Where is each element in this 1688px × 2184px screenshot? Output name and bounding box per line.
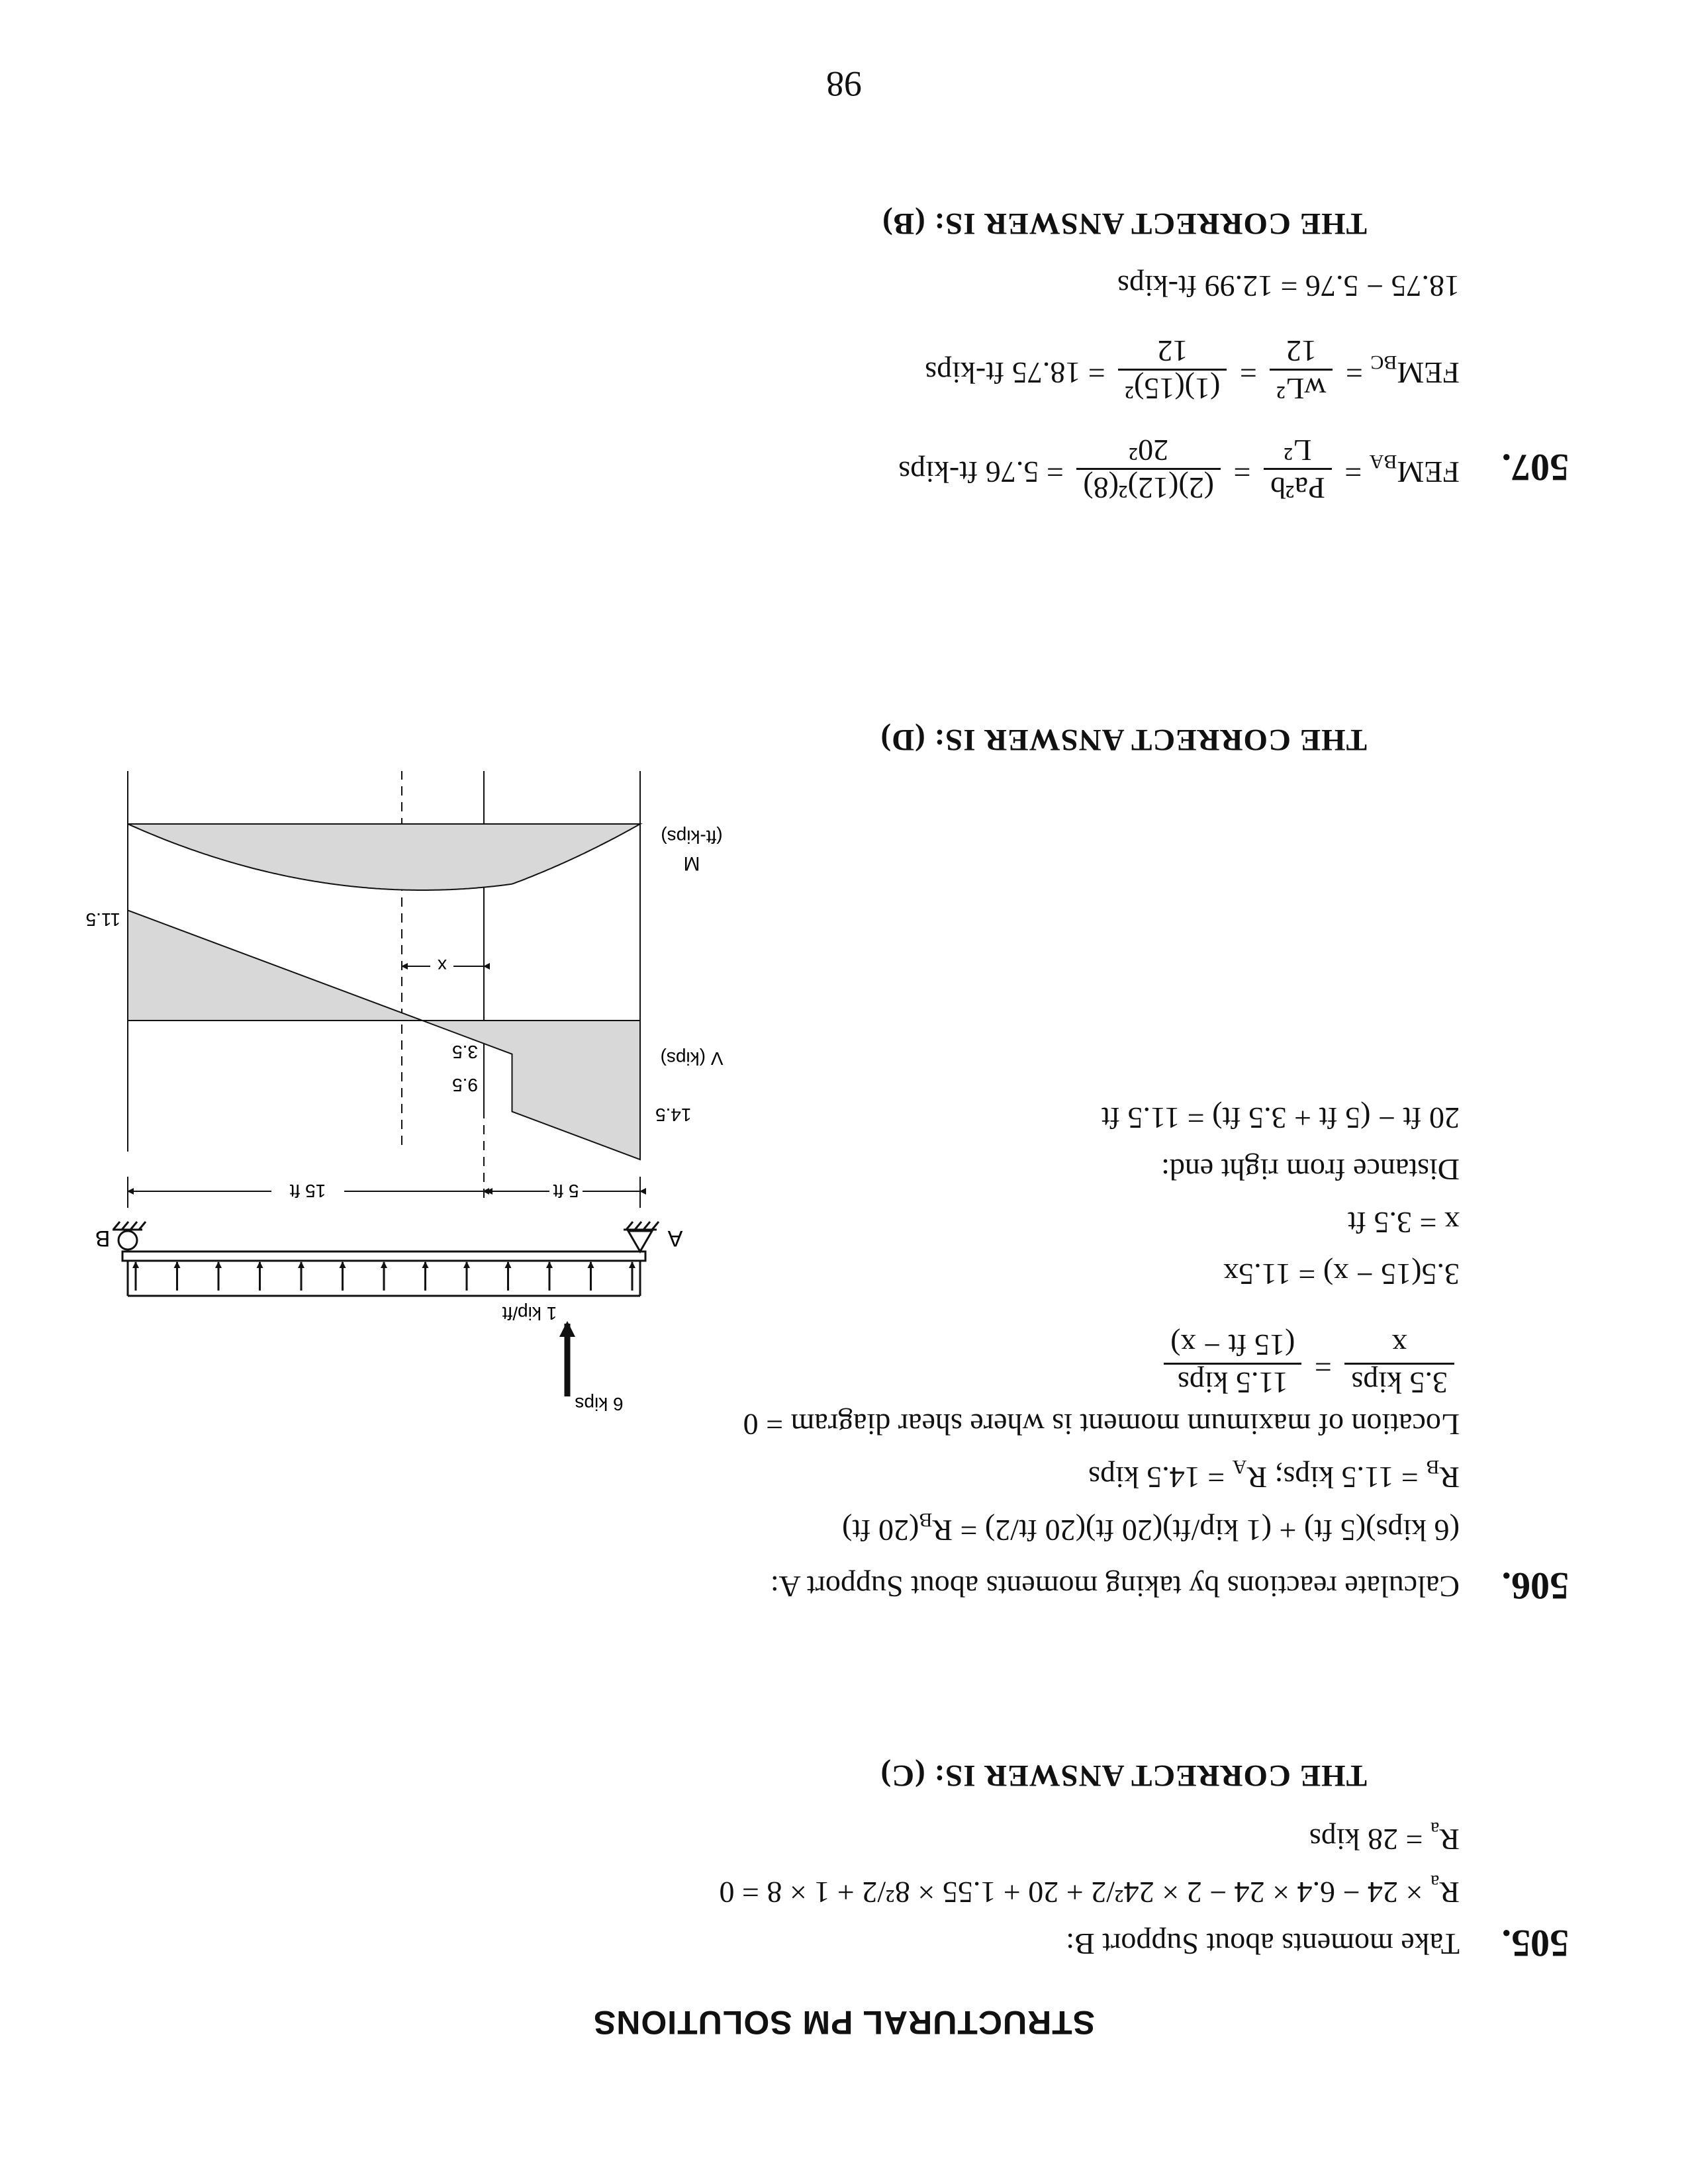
problem-506-distance-label: Distance from right end:	[1161, 1153, 1460, 1187]
problem-506-intro: Calculate reactions by taking moments about Support A:	[770, 1570, 1460, 1604]
shear-value-9-5: 9.5	[452, 1075, 478, 1095]
problem-506-moment-equation: (6 kips)(5 ft) + (1 kip/ft)(20 ft)(20 $ft/2) = R_B(20$ ft)	[842, 1508, 1460, 1547]
problem-505-number: 505.	[1501, 1922, 1569, 1965]
problem-507-difference: 18.75 − 5.76 = 12.99 ft-kips	[1117, 269, 1460, 303]
shear-value-3-5: 3.5	[452, 1042, 478, 1062]
moment-area	[128, 824, 640, 890]
problem-506-answer: THE CORRECT ANSWER IS: (D)	[880, 723, 1367, 757]
x-dimension-label: x	[438, 956, 447, 976]
shear-diagram	[128, 910, 640, 1160]
shear-value-14-5: 14.5	[655, 1105, 692, 1125]
shear-label: V (kips)	[660, 1048, 724, 1069]
problem-507-number: 507.	[1501, 446, 1569, 489]
point-load-label: 6 kips	[575, 1394, 624, 1414]
dimension-15ft: 15 ft	[289, 1181, 326, 1201]
beam	[122, 1251, 645, 1261]
moment-diagram	[128, 824, 640, 890]
problem-507-fem-ba: $FEM_{BA}$ = Pa²b L² = (2)(12)²(8) 20² = 5.76 ft-kips	[898, 433, 1460, 505]
problem-506-equation-3: 3.5(15 − x) = 11.5x	[1223, 1257, 1460, 1291]
dimension-5ft: 5 ft	[553, 1181, 579, 1201]
support-b-label: B	[95, 1226, 111, 1251]
support-b-roller	[113, 1222, 146, 1250]
support-a-pin	[624, 1222, 659, 1251]
shear-value-11-5: 11.5	[85, 909, 120, 930]
beam-diagrams	[33, 761, 748, 1423]
problem-506-location-text: Location of maximum moment is where shear diagram = 0	[743, 1408, 1460, 1441]
problem-505-answer: THE CORRECT ANSWER IS: (C)	[880, 1758, 1367, 1793]
problem-505-intro: Take moments about Support B:	[1066, 1927, 1460, 1961]
distributed-load-arrows	[136, 1262, 632, 1291]
page-header: STRUCTURAL PM SOLUTIONS	[592, 2004, 1096, 2041]
shear-area	[128, 910, 640, 1160]
problem-507-fem-bc: $FEM_{BC}$ = wL² 12 = (1)(15)² 12 = 18.75 ft-kips	[925, 334, 1460, 406]
moment-unit: (ft-kips)	[661, 827, 723, 847]
distributed-load-label: 1 kip/ft	[502, 1303, 557, 1324]
problem-507-answer: THE CORRECT ANSWER IS: (B)	[882, 206, 1367, 241]
problem-506-equation-4: x = 3.5 ft	[1347, 1206, 1460, 1240]
moment-label: M	[683, 852, 700, 874]
problem-505-result: $R_a = 28$ kips	[1309, 1817, 1460, 1856]
problem-506-number: 506.	[1501, 1565, 1569, 1608]
problem-505-equation: $R_a \times 24 - 6.4 \times 24 - 2 \times 24^2/2 + 20 + 1.55 \times 8^2/2 + 1 \times 8 = 0$	[719, 1870, 1460, 1909]
support-a-label: A	[667, 1226, 683, 1251]
problem-506-reactions: $R_B = 11.5$ kips; $R_A = 14.5$ kips	[1088, 1455, 1460, 1494]
page-number: 98	[826, 64, 862, 104]
problem-506-equation-5: 20 ft − (5 ft + 3.5 ft) = 11.5 ft	[1101, 1101, 1460, 1135]
problem-506-similar-triangles: 3.5 kips x = 11.5 kips (15 ft − x)	[1158, 1330, 1460, 1398]
